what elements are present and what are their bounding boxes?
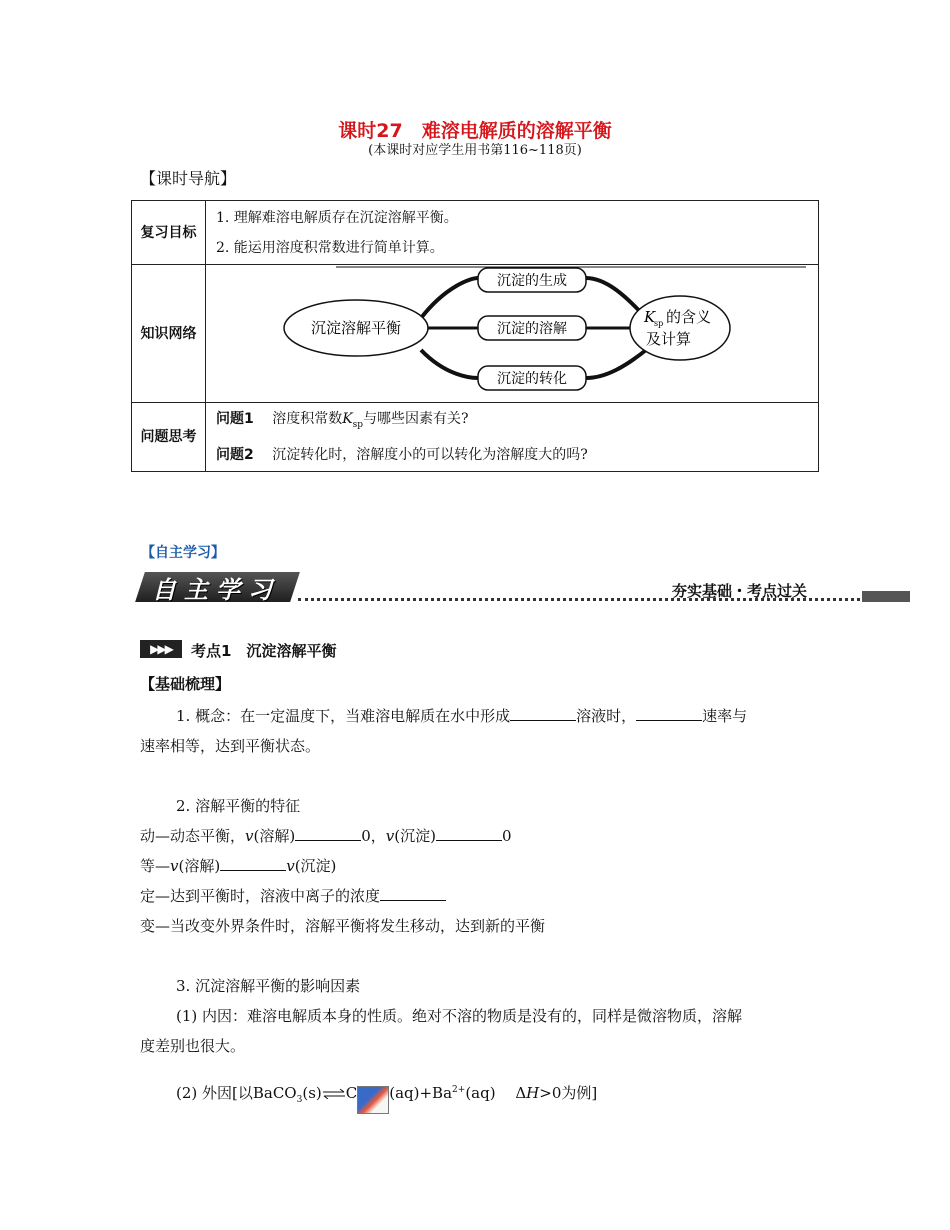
question-2-label: 问题2 [216,446,254,463]
question-2 [216,440,817,470]
page-title: 课时27 难溶电解质的溶解平衡 [338,120,612,142]
para-2-bian: 变—当改变外界条件时，溶解平衡将发生移动，达到新的平衡 [140,917,546,935]
para-1-line-2: 速率相等，达到平衡状态。 [140,737,321,755]
blank-2[interactable] [636,706,702,721]
para-2-title: 2. 溶解平衡的特征 [176,797,301,815]
page-subtitle: (本课时对应学生用书第116~118页) [368,143,582,158]
p1-text-a: 1. 概念：在一定温度下，当难溶电解质在水中形成 [176,707,511,725]
blank-5[interactable] [220,856,286,871]
question-1-sub: sp [352,419,364,430]
goals-content [206,201,819,265]
para-1-line-1 [176,702,747,730]
dong-c: 0， [361,827,386,845]
banner-end-bar [862,591,910,602]
basics-label: 【基础梳理】 [140,675,231,693]
questions-content [206,403,819,472]
blank-1[interactable] [510,706,576,721]
diagram-right-k-sub: sp [654,318,664,328]
banner-right-text: 夯实基础・考点过关 [672,582,808,600]
goals-head: 复习目标 [132,201,206,265]
blank-6[interactable] [380,886,446,901]
p1-text-b: 溶液时， [576,707,637,725]
deng-a: 等— [140,857,171,875]
network-content [206,265,819,403]
para-3-title: 3. 沉淀溶解平衡的影响因素 [176,977,361,995]
v-symbol: v [286,857,295,875]
section-nav-label: 【课时导航】 [140,169,237,188]
network-head: 知识网络 [132,265,206,403]
diagram-bottom-label: 沉淀的转化 [497,370,567,387]
lesson-nav-table [131,200,819,472]
deng-c: (沉淀) [294,857,337,875]
question-1-text-a: 溶度积常数 [272,411,343,427]
p32-d: (aq)+Ba [389,1084,453,1102]
dong-b: (溶解) [253,827,296,845]
para-2-ding [140,882,446,910]
goal-1: 1. 理解难溶电解质存在沉淀溶解平衡。 [216,209,458,226]
diagram-right-line2: 及计算 [646,329,692,348]
v-symbol: v [385,827,395,845]
p32-b: (s) [302,1084,322,1102]
para-3-1-line-2: 度差别也很大。 [140,1037,246,1055]
self-study-label: 【自主学习】 [141,545,225,561]
p32-sub3: 3 [296,1095,303,1105]
p1-text-c: 速率与 [702,707,748,725]
question-1-k: K [342,411,353,427]
formula-image-icon [357,1086,389,1114]
deng-b: (溶解) [178,857,221,875]
p32-c: C [345,1084,358,1102]
knowledge-network-diagram [206,266,818,402]
equilibrium-arrow-icon [322,1080,346,1108]
diagram-center-label: 沉淀溶解平衡 [310,318,402,337]
diagram-top-label: 沉淀的生成 [497,272,567,289]
question-1 [216,404,817,440]
dong-a: 动—动态平衡， [140,827,246,845]
question-1-label: 问题1 [216,411,254,427]
v-symbol: v [245,827,254,845]
blank-3[interactable] [295,826,361,841]
p32-h: H [526,1084,540,1102]
question-2-text: 沉淀转化时，溶解度小的可以转化为溶解度大的吗? [272,446,588,463]
goal-2: 2. 能运用溶度积常数进行简单计算。 [216,239,444,256]
kaodian-title: 考点1 沉淀溶解平衡 [191,642,337,660]
p32-f: >0为例] [539,1084,598,1102]
blank-4[interactable] [436,826,502,841]
dong-e: 0 [501,827,512,845]
kaodian-arrow-badge: ▶▶▶ [140,640,182,658]
para-3-1-line-1: (1) 内因：难溶电解质本身的性质。绝对不溶的物质是没有的，同样是微溶物质，溶解 [176,1007,743,1025]
diagram-right-k: K [644,307,656,326]
questions-head: 问题思考 [132,403,206,472]
p32-a: (2) 外因[以BaCO [176,1084,297,1102]
question-1-text-b: 与哪些因素有关? [363,411,469,427]
para-2-dong [140,822,512,850]
self-study-banner-text: 自主学习 [152,576,280,604]
para-3-2 [176,1076,597,1114]
p32-e: (aq) Δ [465,1084,527,1102]
diagram-middle-label: 沉淀的溶解 [497,320,567,337]
diagram-right-line1: 的含义 [666,307,712,326]
v-symbol: v [170,857,179,875]
para-2-deng [140,852,336,880]
p32-sup: 2+ [452,1085,466,1095]
ding-text: 定—达到平衡时，溶液中离子的浓度 [140,887,381,905]
dong-d: (沉淀) [394,827,436,845]
